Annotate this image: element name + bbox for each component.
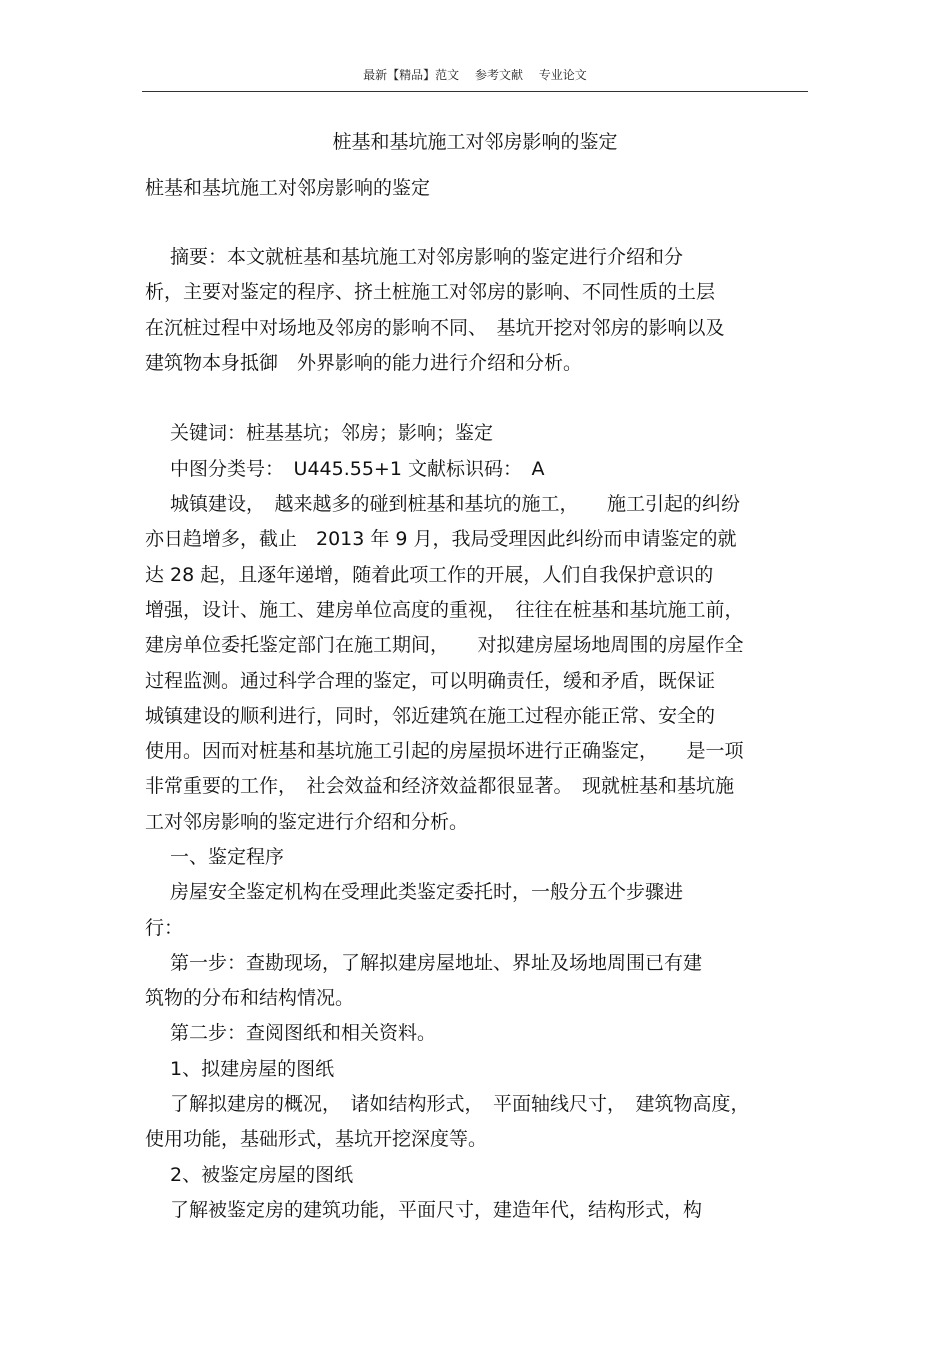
- body-line: 城镇建设， 越来越多的碰到桩基和基坑的施工， 施工引起的纠纷: [145, 493, 741, 515]
- body-line: 非常重要的工作， 社会效益和经济效益都很显著。 现就桩基和基坑施: [145, 775, 735, 797]
- body-line: 了解拟建房的概况， 诸如结构形式， 平面轴线尺寸， 建筑物高度，: [145, 1093, 750, 1115]
- body-line: 第一步：查勘现场，了解拟建房屋地址、界址及场地周围已有建: [145, 952, 703, 974]
- keywords-line: 关键词：桩基基坑；邻房；影响；鉴定: [145, 422, 494, 444]
- body-line: 过程监测。通过科学合理的鉴定，可以明确责任，缓和矛盾，既保证: [145, 670, 716, 692]
- body-line: 亦日趋增多，截止 2013 年 9 月，我局受理因此纠纷而申请鉴定的就: [145, 528, 737, 550]
- header-divider: [142, 91, 808, 92]
- abstract-line: 摘要：本文就桩基和基坑施工对邻房影响的鉴定进行介绍和分: [145, 246, 684, 268]
- body-line: 房屋安全鉴定机构在受理此类鉴定委托时，一般分五个步骤进: [145, 881, 684, 903]
- body-line: 使用。因而对桩基和基坑施工引起的房屋损坏进行正确鉴定， 是一项: [145, 740, 744, 762]
- body-line: 建房单位委托鉴定部门在施工期间， 对拟建房屋场地周围的房屋作全: [145, 634, 744, 656]
- classification-line: 中图分类号： U445.55+1 文献标识码： A: [145, 458, 545, 480]
- subsection-heading: 2、被鉴定房屋的图纸: [145, 1164, 354, 1186]
- body-line: 增强，设计、施工、建房单位高度的重视， 往往在桩基和基坑施工前，: [145, 599, 744, 621]
- abstract-line: 析，主要对鉴定的程序、挤土桩施工对邻房的影响、不同性质的土层: [145, 281, 716, 303]
- body-line: 第二步：查阅图纸和相关资料。: [145, 1022, 437, 1044]
- body-line: 城镇建设的顺利进行，同时，邻近建筑在施工过程亦能正常、安全的: [145, 705, 716, 727]
- abstract-line: 在沉桩过程中对场地及邻房的影响不同、 基坑开挖对邻房的影响以及: [145, 317, 725, 339]
- body-line: 工对邻房影响的鉴定进行介绍和分析。: [145, 811, 469, 833]
- body-line: 了解被鉴定房的建筑功能，平面尺寸，建造年代，结构形式，构: [145, 1199, 703, 1221]
- section-heading: 一、鉴定程序: [145, 846, 285, 868]
- body-line: 使用功能，基础形式，基坑开挖深度等。: [145, 1128, 488, 1150]
- document-subtitle: 桩基和基坑施工对邻房影响的鉴定: [145, 177, 431, 199]
- document-title: 桩基和基坑施工对邻房影响的鉴定: [332, 131, 618, 153]
- abstract-line: 建筑物本身抵御 外界影响的能力进行介绍和分析。: [145, 352, 583, 374]
- page-header: 最新【精品】范文 参考文献 专业论文: [363, 68, 587, 82]
- body-line: 达 28 起，且逐年递增，随着此项工作的开展，人们自我保护意识的: [145, 564, 714, 586]
- body-line: 行：: [145, 917, 184, 939]
- body-line: 筑物的分布和结构情况。: [145, 987, 355, 1009]
- subsection-heading: 1、拟建房屋的图纸: [145, 1058, 335, 1080]
